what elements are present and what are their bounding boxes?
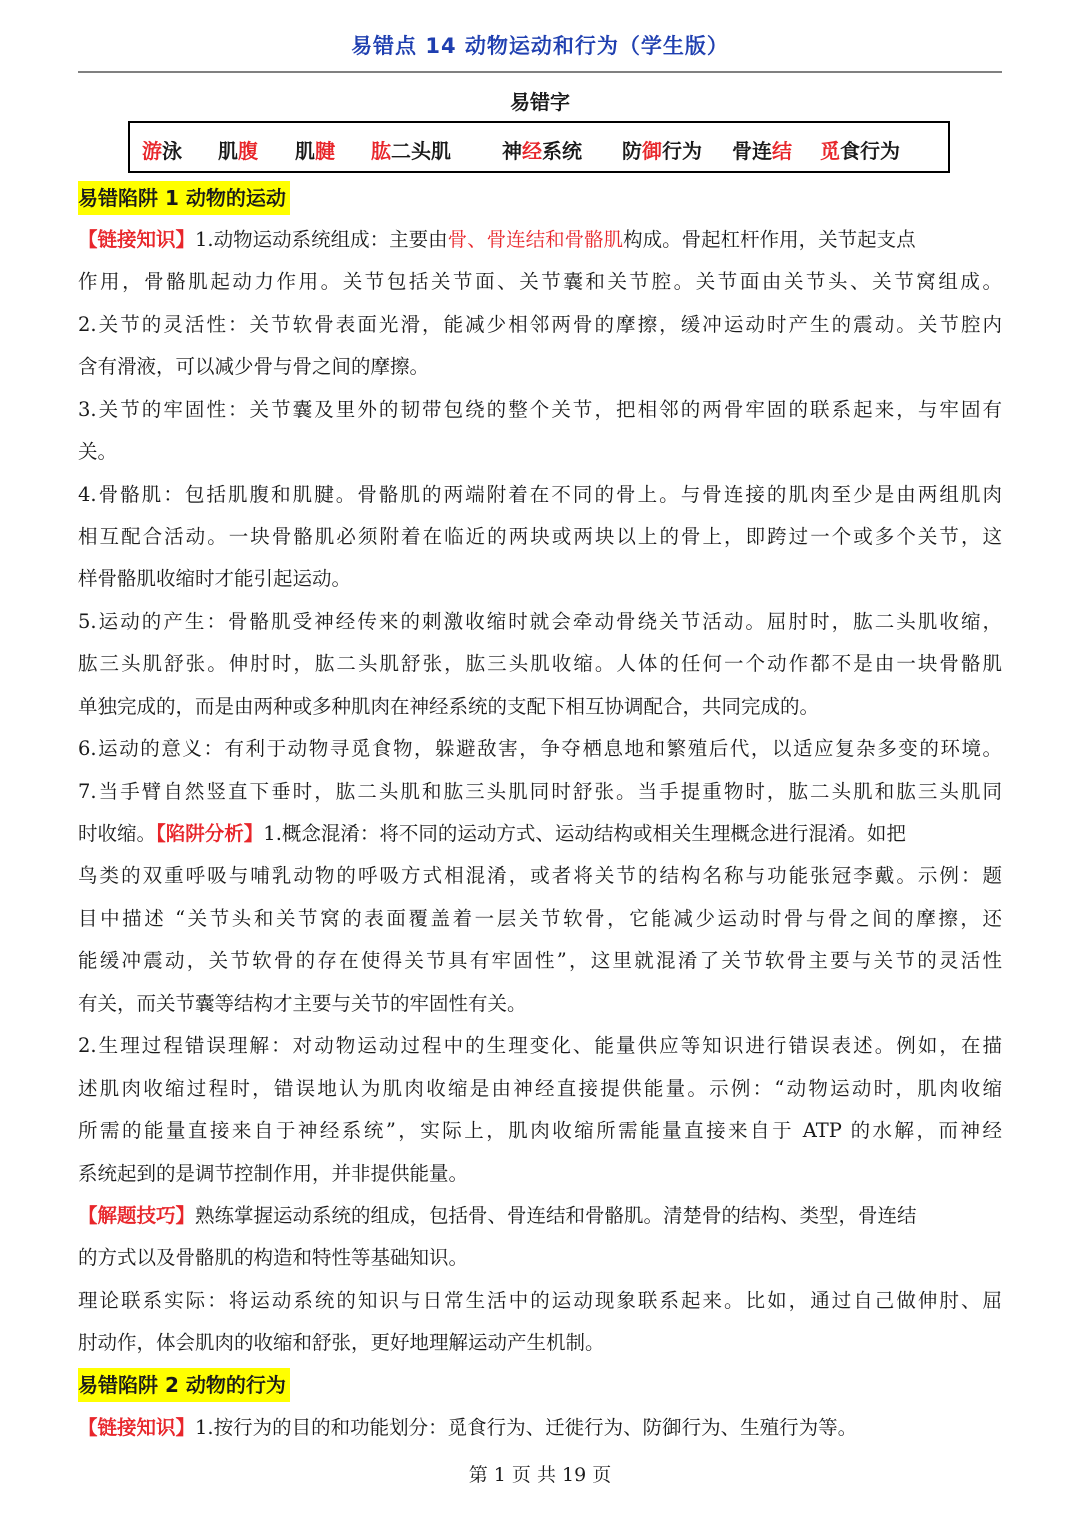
- text-line: 相互配合活动。一块骨骼肌必须附着在临近的两块或两块以上的骨上，即跨过一个或多个关节，这: [78, 525, 1002, 548]
- title-divider: [78, 71, 1002, 73]
- text-line: 作用，骨骼肌起动力作用。关节包括关节面、关节囊和关节腔。关节面由关节头、关节窝组成。: [78, 270, 1002, 293]
- text-line: 2.关节的灵活性：关节软骨表面光滑，能减少相邻两骨的摩擦，缓冲运动时产生的震动。关节腔内: [78, 313, 1002, 336]
- word-item: 觅食行为: [820, 139, 900, 163]
- wrong-chars-box: [128, 121, 950, 173]
- text-line: 鸟类的双重呼吸与哺乳动物的呼吸方式相混淆，或者将关节的结构名称与功能张冠李戴。示例：题: [78, 864, 1002, 887]
- text-line: 单独完成的，而是由两种或多种肌肉在神经系统的支配下相互协调配合，共同完成的。: [78, 695, 820, 718]
- text-line: 有关，而关节囊等结构才主要与关节的牢固性有关。: [78, 992, 527, 1015]
- text-line: 【链接知识】1.动物运动系统组成：主要由骨、骨连结和骨骼肌构成。骨起杠杆作用，关节起支点: [78, 228, 916, 251]
- text-line: 含有滑液，可以减少骨与骨之间的摩擦。: [78, 355, 430, 378]
- text-line: 6.运动的意义：有利于动物寻觅食物，躲避敌害，争夺栖息地和繁殖后代，以适应复杂多变的环境。: [78, 737, 1002, 760]
- text-line: 2.生理过程错误理解：对动物运动过程中的生理变化、能量供应等知识进行错误表述。例如，在描: [78, 1034, 1002, 1057]
- trap-heading-1: 易错陷阱 1 动物的运动: [78, 181, 290, 215]
- text-line: 样骨骼肌收缩时才能引起运动。: [78, 567, 352, 590]
- text-line: 关。: [78, 440, 118, 463]
- page-title: 易错点 14 动物运动和行为（学生版）: [351, 34, 729, 58]
- text-line: 时收缩。【陷阱分析】1.概念混淆：将不同的运动方式、运动结构或相关生理概念进行混淆。如把: [78, 822, 906, 845]
- word-item: 肱二头肌: [371, 139, 451, 163]
- word-item: 骨连结: [732, 139, 792, 163]
- page-number: 第 1 页 共 19 页: [468, 1464, 612, 1486]
- text-line: 【解题技巧】熟练掌握运动系统的组成，包括骨、骨连结和骨骼肌。清楚骨的结构、类型，骨连结: [78, 1204, 917, 1227]
- text-line: 肘动作，体会肌肉的收缩和舒张，更好地理解运动产生机制。: [78, 1331, 605, 1354]
- text-line: 4.骨骼肌：包括肌腹和肌腱。骨骼肌的两端附着在不同的骨上。与骨连接的肌肉至少是由两组肌肉: [78, 483, 1002, 506]
- word-item: 神经系统: [502, 139, 582, 163]
- trap-heading-2: 易错陷阱 2 动物的行为: [78, 1368, 290, 1402]
- text-line: 目中描述 “关节头和关节窝的表面覆盖着一层关节软骨，它能减少运动时骨与骨之间的摩擦，还: [78, 907, 1002, 930]
- wrong-chars-heading: 易错字: [510, 90, 570, 114]
- text-line: 【链接知识】1.按行为的目的和功能划分：觅食行为、迁徙行为、防御行为、生殖行为等。: [78, 1416, 858, 1439]
- word-item: 游泳: [142, 139, 182, 163]
- text-line: 肱三头肌舒张。伸肘时，肱二头肌舒张，肱三头肌收缩。人体的任何一个动作都不是由一块骨骼肌: [78, 652, 1002, 675]
- text-line: 述肌肉收缩过程时，错误地认为肌肉收缩是由神经直接提供能量。示例：“动物运动时，肌肉收缩: [78, 1077, 1002, 1100]
- word-item: 肌腱: [295, 139, 335, 163]
- text-line: 3.关节的牢固性：关节囊及里外的韧带包绕的整个关节，把相邻的两骨牢固的联系起来，与牢固有: [78, 398, 1002, 421]
- text-line: 所需的能量直接来自于神经系统”，实际上，肌肉收缩所需能量直接来自于 ATP 的水解，而神经: [78, 1119, 1002, 1142]
- text-line: 理论联系实际：将运动系统的知识与日常生活中的运动现象联系起来。比如，通过自己做伸肘、屈: [78, 1289, 1002, 1312]
- text-line: 系统起到的是调节控制作用，并非提供能量。: [78, 1162, 469, 1185]
- text-line: 的方式以及骨骼肌的构造和特性等基础知识。: [78, 1246, 469, 1269]
- text-line: 能缓冲震动，关节软骨的存在使得关节具有牢固性”，这里就混淆了关节软骨主要与关节的灵活性: [78, 949, 1002, 972]
- text-line: 7.当手臂自然竖直下垂时，肱二头肌和肱三头肌同时舒张。当手提重物时，肱二头肌和肱三头肌同: [78, 780, 1002, 803]
- word-item: 防御行为: [622, 139, 702, 163]
- word-item: 肌腹: [218, 139, 258, 163]
- text-line: 5.运动的产生：骨骼肌受神经传来的刺激收缩时就会牵动骨绕关节活动。屈肘时，肱二头肌收缩，: [78, 610, 1002, 633]
